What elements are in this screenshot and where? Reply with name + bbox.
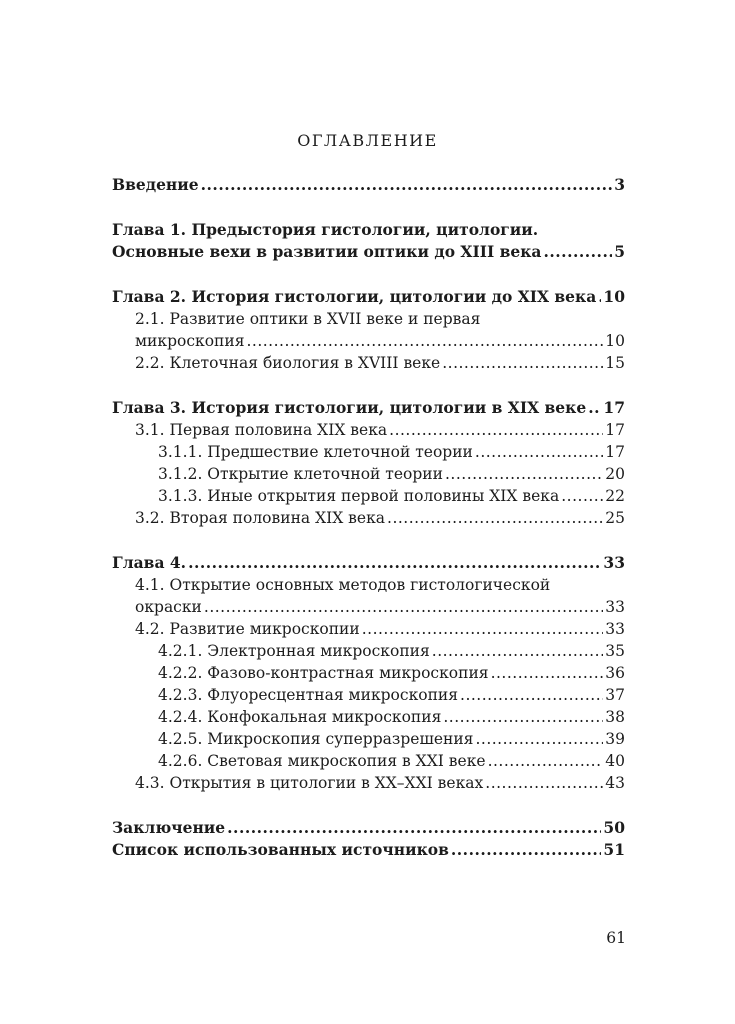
toc-entry-chapter-2 (112, 286, 625, 308)
toc-entry-label: 4.3. Открытия в цитологии в XX–XXI веках (135, 774, 484, 792)
toc-entry-page: 51 (603, 840, 625, 859)
toc-entry-label: Глава 2. История гистологии, цитологии до XIX века (112, 287, 597, 306)
toc-entry-page: 33 (605, 598, 625, 616)
toc-entry-label-line: микроскопия (135, 332, 245, 350)
dot-leader (460, 684, 603, 706)
toc-entry-label: 4.2.4. Конфокальная микроскопия (158, 708, 442, 726)
toc-entry-conclusion (112, 817, 625, 839)
toc-entry-label: 3.1. Первая половина XIX века (135, 421, 388, 439)
dot-leader (488, 750, 604, 772)
toc-entry-label-line: окраски (135, 598, 202, 616)
toc-entry-page: 17 (605, 421, 625, 439)
toc-entry-chapter-1 (112, 219, 625, 263)
toc-entry-page: 40 (605, 752, 625, 770)
dot-leader (543, 241, 612, 263)
toc-entry-label: 4.2.3. Флуоресцентная микроскопия (158, 686, 459, 704)
toc-entry-section-2-2 (112, 352, 625, 374)
toc-entry-section-3-1-2 (112, 463, 625, 485)
toc-entry-section-4-2-6 (112, 750, 625, 772)
toc-entry-references (112, 839, 625, 861)
dot-leader (387, 507, 603, 529)
dot-leader (451, 839, 602, 861)
toc-entry-label: 2.2. Клеточная биология в XVIII веке (135, 354, 441, 372)
dot-leader (561, 485, 603, 507)
toc-entry-section-4-2-2 (112, 662, 625, 684)
dot-leader (442, 352, 603, 374)
toc-entry-page: 39 (605, 730, 625, 748)
dot-leader (432, 640, 604, 662)
dot-leader (188, 552, 601, 574)
page-number: 61 (606, 929, 626, 947)
toc-entry-page: 25 (605, 509, 625, 527)
toc-entry-label: 4.2.5. Микроскопия суперразрешения (158, 730, 474, 748)
toc-entry-label: 4.2. Развитие микроскопии (135, 620, 360, 638)
toc-entry-page: 35 (605, 642, 625, 660)
dot-leader (475, 728, 603, 750)
toc-entry-label-line: 4.1. Открытие основных методов гистологической (135, 576, 551, 594)
toc-entry-page: 15 (605, 354, 625, 372)
toc-entry-section-3-1-1 (112, 441, 625, 463)
toc-entry-label-line: 2.1. Развитие оптики в XVII веке и первая (135, 310, 481, 328)
toc-entry-label-line: Глава 1. Предыстория гистологии, цитологии. (112, 220, 539, 239)
dot-leader (598, 286, 601, 308)
toc-entry-page: 5 (614, 242, 625, 261)
toc-entry-section-3-2 (112, 507, 625, 529)
toc-entry-label: Введение (112, 175, 199, 194)
toc-entry-label: Глава 3. История гистологии, цитологии в XIX веке (112, 398, 587, 417)
dot-leader (389, 419, 603, 441)
toc-entry-page: 22 (605, 487, 625, 505)
toc-entry-label: 4.2.6. Световая микроскопия в XXI веке (158, 752, 486, 770)
toc-entry-page: 10 (605, 332, 625, 350)
toc-entry-page: 33 (605, 620, 625, 638)
toc-entry-page: 38 (605, 708, 625, 726)
toc-entry-page: 50 (603, 818, 625, 837)
toc-entry-section-4-3 (112, 772, 625, 794)
dot-leader (491, 662, 604, 684)
toc-entry-section-4-2-1 (112, 640, 625, 662)
dot-leader (485, 772, 603, 794)
toc-entry-label: 3.1.2. Открытие клеточной теории (158, 465, 443, 483)
toc-entry-chapter-4 (112, 552, 625, 574)
toc-entry-section-4-1 (112, 574, 625, 618)
toc-entry-label: 3.1.1. Предшествие клеточной теории (158, 443, 473, 461)
toc-entry-section-4-2-5 (112, 728, 625, 750)
toc-entry-label: 3.1.3. Иные открытия первой половины XIX века (158, 487, 560, 505)
dot-leader (362, 618, 604, 640)
toc-entry-page: 17 (605, 443, 625, 461)
toc-entry-page: 3 (614, 175, 625, 194)
toc-entry-page: 20 (605, 465, 625, 483)
dot-leader (204, 596, 603, 618)
toc-entry-section-4-2-3 (112, 684, 625, 706)
toc-entry-page: 10 (603, 287, 625, 306)
toc-entry-page: 37 (605, 686, 625, 704)
toc-entry-intro (112, 174, 625, 196)
dot-leader (201, 174, 613, 196)
page-title: ОГЛАВЛЕНИЕ (297, 131, 438, 150)
toc-entry-page: 43 (605, 774, 625, 792)
dot-leader (445, 463, 603, 485)
toc-entry-chapter-3 (112, 397, 625, 419)
toc-entry-section-2-1 (112, 308, 625, 352)
toc-entry-label: Список использованных источников (112, 840, 449, 859)
toc-entry-label: Глава 4. (112, 553, 187, 572)
toc-entry-section-3-1 (112, 419, 625, 441)
dot-leader (475, 441, 603, 463)
dot-leader (443, 706, 603, 728)
toc-entry-section-4-2 (112, 618, 625, 640)
toc-entry-section-4-2-4 (112, 706, 625, 728)
toc-entry-page: 36 (605, 664, 625, 682)
toc-entry-label-line: Основные вехи в развитии оптики до XIII века (112, 242, 542, 261)
toc-entry-page: 33 (603, 553, 625, 572)
table-of-contents (112, 174, 625, 861)
dot-leader (246, 330, 603, 352)
toc-entry-label: 3.2. Вторая половина XIX века (135, 509, 386, 527)
toc-entry-label: 4.2.1. Электронная микроскопия (158, 642, 430, 660)
dot-leader (227, 817, 601, 839)
toc-entry-page: 17 (603, 398, 625, 417)
toc-entry-label: Заключение (112, 818, 226, 837)
toc-entry-label: 4.2.2. Фазово-контрастная микроскопия (158, 664, 489, 682)
toc-entry-section-3-1-3 (112, 485, 625, 507)
dot-leader (588, 397, 601, 419)
